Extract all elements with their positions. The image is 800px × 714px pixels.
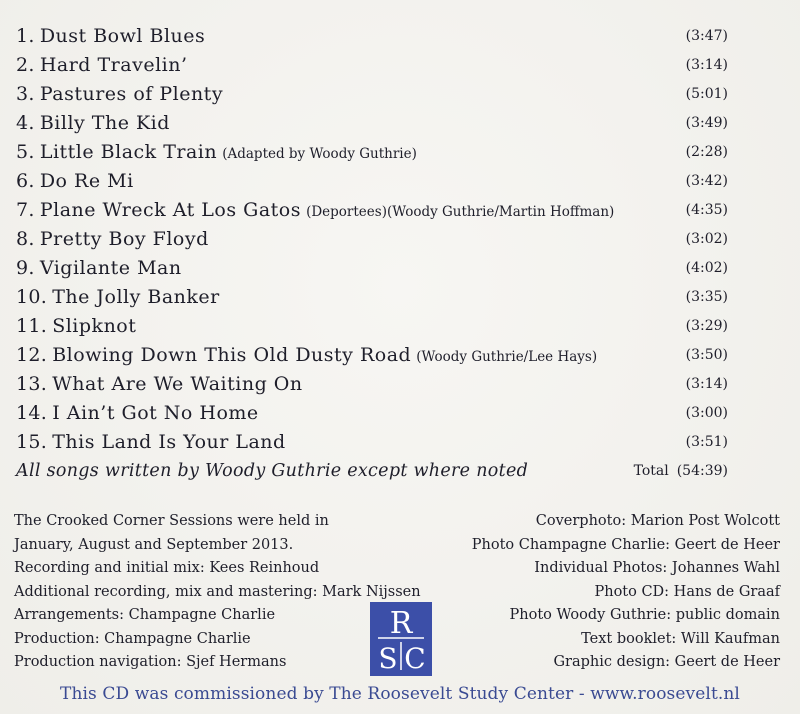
track-title: Billy The Kid (39, 112, 170, 134)
track-number: 14. (16, 402, 48, 424)
credits-right (420, 510, 780, 675)
track-title: This Land Is Your Land (52, 431, 286, 453)
credit-line: Photo CD: Hans de Graaf (594, 583, 780, 600)
track-number: 11. (16, 315, 48, 337)
logo-letter-s: S (378, 642, 398, 675)
credit-line: Text booklet: Will Kaufman (581, 630, 780, 647)
track-number: 10. (16, 286, 48, 308)
track-title: Do Re Mi (39, 170, 134, 192)
credit-line: Individual Photos: Johannes Wahl (534, 560, 780, 576)
commission-note: This CD was commissioned by The Roosevelt Study Center - www.roosevelt.nl (60, 684, 740, 704)
track-row (16, 22, 728, 51)
track-row (16, 428, 728, 457)
credit-line: Arrangements: Champagne Charlie (14, 607, 276, 623)
total-label: Total (633, 463, 669, 479)
credit-line: January, August and September 2013. (14, 536, 294, 553)
credit-line: Photo Woody Guthrie: public domain (509, 607, 780, 623)
credit-line: The Crooked Corner Sessions were held in (14, 513, 329, 529)
track-number: 15. (16, 431, 48, 453)
track-note: (Woody Guthrie/Lee Hays) (416, 349, 598, 365)
rsc-logo-graphic (370, 602, 432, 676)
track-title: Blowing Down This Old Dusty Road (52, 344, 412, 366)
logo-letter-c: C (404, 642, 426, 675)
track-title: Dust Bowl Blues (39, 25, 206, 47)
track-duration: (5:01) (685, 86, 728, 102)
credit-line: Production navigation: Sjef Hermans (14, 654, 287, 670)
track-number: 2. (16, 54, 35, 76)
track-title: I Ain’t Got No Home (52, 402, 259, 424)
track-number: 12. (16, 344, 48, 366)
track-number: 3. (16, 83, 35, 105)
track-duration: (3:00) (685, 405, 728, 421)
track-duration: (3:50) (685, 347, 728, 363)
track-duration: (3:14) (685, 57, 728, 73)
track-duration: (4:35) (685, 202, 728, 218)
songwriter-note: All songs written by Woody Guthrie except where noted (16, 461, 529, 481)
track-row (16, 109, 728, 138)
track-duration: (3:29) (685, 318, 728, 334)
track-title: Hard Travelin’ (39, 54, 188, 76)
track-row (16, 370, 728, 399)
track-row (16, 254, 728, 283)
credit-line: Coverphoto: Marion Post Wolcott (535, 513, 780, 529)
tracklist-footer (16, 457, 728, 485)
track-row (16, 138, 728, 167)
track-number: 6. (16, 170, 35, 192)
track-number: 13. (16, 373, 48, 395)
track-row (16, 341, 728, 370)
rsc-logo (370, 602, 432, 676)
track-duration: (4:02) (685, 260, 728, 276)
track-duration: (3:35) (685, 289, 728, 305)
track-number: 8. (16, 228, 35, 250)
track-row (16, 283, 728, 312)
track-number: 5. (16, 141, 35, 163)
track-duration: (3:47) (685, 28, 728, 44)
track-title: Little Black Train (39, 141, 218, 163)
track-title: Pretty Boy Floyd (39, 228, 209, 250)
track-row (16, 167, 728, 196)
track-duration: (3:42) (685, 173, 728, 189)
track-title: Vigilante Man (39, 257, 182, 279)
logo-letter-r: R (389, 606, 413, 641)
track-duration: (2:28) (685, 144, 728, 160)
track-title: What Are We Waiting On (52, 373, 303, 395)
total-duration: (54:39) (676, 463, 728, 479)
track-row (16, 312, 728, 341)
track-duration: (3:02) (685, 231, 728, 247)
track-row (16, 399, 728, 428)
track-title: The Jolly Banker (52, 286, 220, 308)
track-note: (Adapted by Woody Guthrie) (222, 146, 417, 162)
credit-line: Photo Champagne Charlie: Geert de Heer (471, 536, 780, 553)
track-row (16, 51, 728, 80)
track-number: 1. (16, 25, 35, 47)
track-number: 9. (16, 257, 35, 279)
track-title: Slipknot (52, 315, 137, 337)
track-row (16, 80, 728, 109)
track-duration: (3:49) (685, 115, 728, 131)
track-duration: (3:14) (685, 376, 728, 392)
credit-line: Graphic design: Geert de Heer (553, 654, 780, 670)
track-duration: (3:51) (685, 434, 728, 450)
track-row (16, 196, 728, 225)
credit-line: Production: Champagne Charlie (14, 630, 251, 647)
track-number: 4. (16, 112, 35, 134)
track-title: Plane Wreck At Los Gatos (39, 199, 301, 221)
total-runtime (634, 457, 728, 485)
track-note: (Deportees)(Woody Guthrie/Martin Hoffman) (306, 204, 615, 220)
track-number: 7. (16, 199, 35, 221)
credit-line: Additional recording, mix and mastering: Mark Nijssen (14, 583, 421, 600)
track-row (16, 225, 728, 254)
track-title: Pastures of Plenty (39, 83, 224, 105)
credit-line: Recording and initial mix: Kees Reinhoud (14, 560, 320, 576)
track-list (16, 22, 728, 485)
